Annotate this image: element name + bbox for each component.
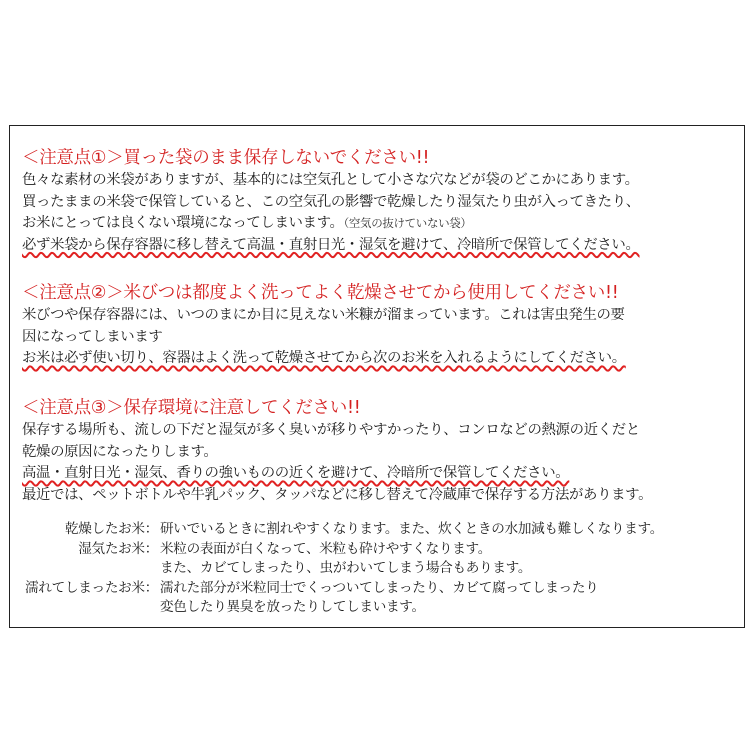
note-damp-rice <box>22 540 737 560</box>
note-dry-rice-text: 研いでいるときに割れやすくなります。また、炊くときの水加減も難しくなります。 <box>160 521 663 537</box>
caution-2-line-3 <box>22 348 737 370</box>
caution-panel <box>9 125 745 628</box>
caution-1-line-4 <box>22 235 737 257</box>
caution-3-line-1: 保存する場所も、流しの下だと湿気が多く臭いが移りやすかったり、コンロなどの熱源の近くだと <box>22 422 640 438</box>
caution-section-1 <box>22 146 737 256</box>
caution-1-line-3 <box>22 213 737 235</box>
caution-1-line-2: 買ったままの米袋で保管していると、この空気孔の影響で乾燥したり湿気たり虫が入ってきたり、 <box>22 193 640 210</box>
caution-1-note: （空気の抜けていない袋） <box>343 216 472 230</box>
caution-1-line-4-text: 必ず米袋から保存容器に移し替えて高温・直射日光・湿気を避けて、冷暗所で保管してください。 <box>22 236 640 253</box>
note-wet-rice-text-1: 濡れた部分が米粒同士でくっついてしまったり、カビて腐ってしまったり <box>160 579 599 596</box>
note-damp-rice-cont <box>22 559 737 579</box>
rice-condition-notes <box>22 520 737 618</box>
note-damp-rice-text-1: 米粒の表面が白くなって、米粒も砕けやすくなります。 <box>160 540 491 557</box>
note-damp-rice-label: 湿気たお米： <box>78 540 158 557</box>
note-dry-rice-label: 乾燥したお米： <box>64 521 158 537</box>
note-damp-rice-text-2: また、カビてしまったり、虫がわいてしまう場合もあります。 <box>160 560 532 577</box>
caution-3-line-2: 乾燥の原因になったりします。 <box>22 443 218 460</box>
caution-section-3 <box>22 396 737 506</box>
note-wet-rice-text-2: 変色したり異臭を放ったりしてしまいます。 <box>160 599 425 616</box>
caution-1-line-1: 色々な素材の米袋がありますが、基本的には空気孔として小さな穴などが袋のどこかにあります。 <box>22 172 639 188</box>
caution-3-line-4: 最近では、ペットボトルや牛乳パック、タッパなどに移し替えて冷蔵庫で保存する方法があります。 <box>22 486 653 503</box>
note-wet-rice-cont <box>22 598 737 618</box>
caution-1-heading: ＜注意点①＞買った袋のまま保存しないでください!! <box>22 148 430 168</box>
note-dry-rice <box>22 520 737 540</box>
caution-3-line-3 <box>22 463 737 485</box>
note-wet-rice <box>22 579 737 599</box>
caution-section-2 <box>22 281 737 370</box>
caution-1-line-3-text: お米にとっては良くない環境になってしまいます。 <box>22 215 344 231</box>
note-wet-rice-label: 濡れてしまったお米： <box>25 579 158 596</box>
caution-2-line-1: 米びつや保存容器には、いつのまにか目に見えない米糠が溜まっています。これは害虫発生の要 <box>22 307 625 323</box>
caution-3-heading: ＜注意点③＞保存環境に注意してください!! <box>22 398 361 418</box>
caution-2-line-2: 因になってしまいます <box>22 328 163 345</box>
caution-2-line-3-text: お米は必ず使い切り、容器はよく洗って乾燥させてから次のお米を入れるようにしてください。 <box>22 350 626 366</box>
caution-3-line-3-text: 高温・直射日光・湿気、香りの強いものの近くを避けて、冷暗所で保管してください。 <box>22 465 570 481</box>
caution-2-heading: ＜注意点②＞米びつは都度よく洗ってよく乾燥させてから使用してください!! <box>22 283 619 303</box>
